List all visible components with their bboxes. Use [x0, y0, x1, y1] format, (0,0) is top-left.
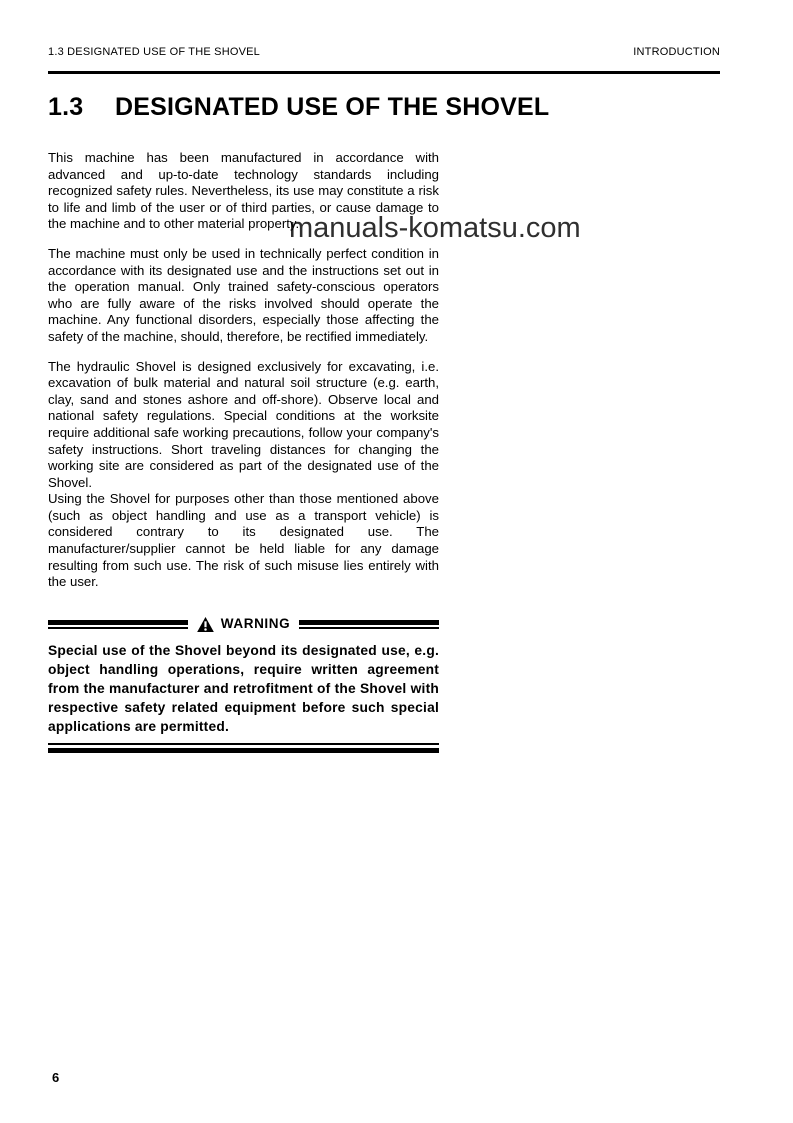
paragraph: Using the Shovel for purposes other than those mentioned above (such as object handling and use as a transport vehicle) is considered contrary to its designated use. The manufacturer/supplier cannot be held liable for any damage resulting from such use. The risk of such misuse lies entirely with the user.: [48, 491, 439, 590]
header-rule: [48, 71, 720, 74]
warning-triangle-icon: [197, 617, 214, 632]
warning-title: [188, 616, 299, 633]
paragraph: The hydraulic Shovel is designed exclusively for excavating, i.e. excavation of bulk material and natural soil structure (e.g. earth, clay, sand and stones ashore and off-shore). Observe local and national safety regulations. Special conditions at the worksite require additional safe working precautions, follow your company's safety instructions. Short traveling distances for changing the working site are considered as part of the designated use of the Shovel.: [48, 358, 439, 490]
page-number: 6: [52, 1070, 60, 1085]
warning-header: [48, 616, 439, 633]
warning-title-label: WARNING: [220, 615, 291, 631]
paragraph: The machine must only be used in technically perfect condition in accordance with its designated use and the instructions set out in the operation manual. Only trained safety-conscious operators who are fully aware of the risks involved should operate the machine. Any functional disorders, especially those affecting the safety of the machine, should, therefore, be rectified immediately.: [48, 245, 439, 344]
section-number: 1.3: [48, 93, 84, 121]
warning-rule-right: [299, 620, 439, 629]
body-column: [48, 150, 439, 753]
warning-rule-bottom: [48, 743, 439, 753]
watermark: manuals-komatsu.com: [289, 212, 581, 244]
section-title-text: DESIGNATED USE OF THE SHOVEL: [115, 93, 550, 121]
running-header-right: INTRODUCTION: [633, 46, 720, 58]
section-title: [48, 93, 549, 122]
paragraph: This machine has been manufactured in accordance with advanced and up-to-date technology standards including recognized safety rules. Nevertheless, its use may constitute a risk to life and limb of the user or of third parties, or cause damage to the machine and to other material property.: [48, 150, 439, 232]
running-header-left: 1.3 DESIGNATED USE OF THE SHOVEL: [48, 46, 260, 58]
running-header: [48, 46, 720, 58]
warning-box: [48, 616, 439, 754]
warning-text: Special use of the Shovel beyond its designated use, e.g. object handling operations, require written agreement from the manufacturer and retrofitment of the Shovel with respective safety related equipment before such special applications are permitted.: [48, 643, 439, 735]
warning-rule-left: [48, 620, 188, 629]
